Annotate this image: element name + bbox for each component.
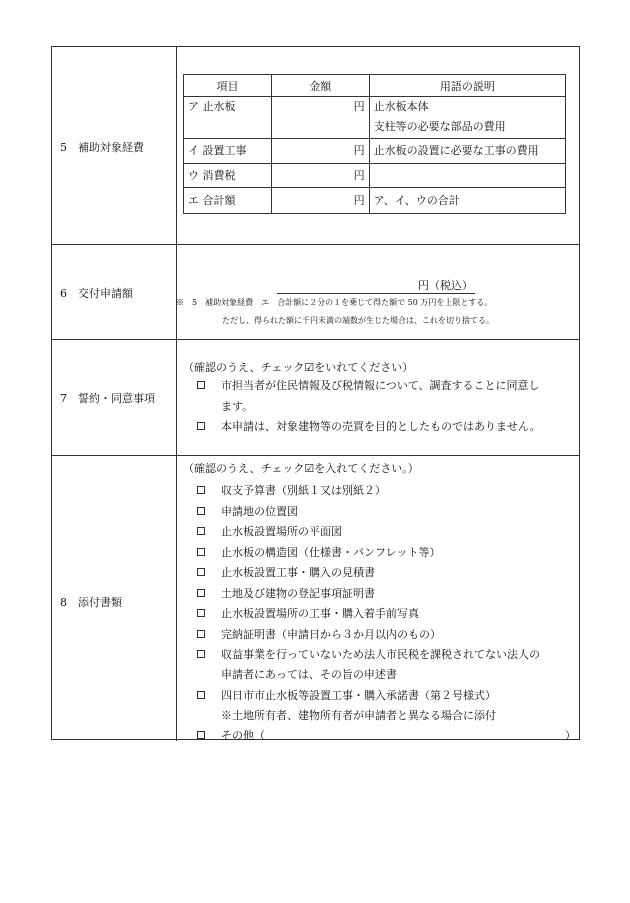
amount-cell[interactable] <box>271 164 369 188</box>
closing-paren: ） <box>565 729 576 742</box>
item-cell: ア 止水板 <box>184 97 272 139</box>
application-form-table <box>51 46 580 740</box>
attachment-label: 収益事業を行っていないため法人市民税を課税されてない法人の <box>221 648 540 661</box>
amount-note-continued: ただし、得られた額に千円未満の端数が生じた場合は、これを切り捨てる。 <box>222 316 494 325</box>
attachment-label-continued: ※土地所有者、建物所有者が申請者と異なる場合に添付 <box>221 708 496 722</box>
attachment-checkbox[interactable] <box>197 609 205 617</box>
yen-unit: 円 <box>353 193 365 207</box>
description-cell <box>369 164 565 188</box>
item-cell: エ 合計額 <box>184 188 272 214</box>
yen-unit: 円 <box>353 100 365 113</box>
yen-unit: 円 <box>353 168 365 182</box>
description-cell: ア、イ、ウの合計 <box>369 188 565 214</box>
header-item: 項目 <box>184 75 272 97</box>
attachment-checkbox[interactable] <box>197 548 205 556</box>
row-subsidy-expenses <box>52 47 579 245</box>
row-application-amount <box>52 245 579 340</box>
attachment-checkbox[interactable] <box>197 507 205 515</box>
check-instruction: （確認のうえ、チェック☑をいれてください） <box>183 361 414 374</box>
row-label: 8 添付書類 <box>60 596 122 609</box>
expense-table <box>183 74 566 214</box>
attachment-checkbox[interactable] <box>197 568 205 576</box>
attachment-checkbox[interactable] <box>197 650 205 658</box>
attachment-checkbox[interactable] <box>197 630 205 638</box>
attachment-label: 止水板設置工事・購入の見積書 <box>221 566 375 579</box>
attachment-checkbox[interactable] <box>197 731 205 739</box>
attachment-checkbox[interactable] <box>197 589 205 597</box>
attachment-checkbox[interactable] <box>197 691 205 699</box>
attachment-label: 止水板設置場所の工事・購入着手前写真 <box>221 607 419 620</box>
amount-cell[interactable] <box>271 188 369 214</box>
consent-text-continued: ます。 <box>221 400 254 413</box>
consent-text: 市担当者が住民情報及び税情報について、調査することに同意し <box>221 379 540 392</box>
row-label: 6 交付申請額 <box>60 287 133 300</box>
attachment-label: 土地及び建物の登記事項証明書 <box>221 586 375 600</box>
item-cell: イ 設置工事 <box>184 139 272 164</box>
attachment-label: 四日市市止水板等設置工事・購入承諾書（第２号様式） <box>221 688 496 702</box>
description-line: 止水板本体 <box>373 100 429 113</box>
attachment-label: 収支予算書（別紙１又は別紙２） <box>221 484 386 497</box>
amount-cell[interactable] <box>271 139 369 164</box>
row-label: 5 補助対象経費 <box>60 141 144 154</box>
amount-suffix: 円（税込） <box>418 279 473 292</box>
description-cell: 止水板の設置に必要な工事の費用 <box>369 139 565 164</box>
pledge-text: 本申請は、対象建物等の売買を目的としたものではありません。 <box>221 420 541 433</box>
description-cell <box>369 97 565 139</box>
header-amount: 金額 <box>271 75 369 97</box>
row-label: 7 誓約・同意事項 <box>60 392 155 405</box>
consent-checkbox[interactable] <box>197 381 205 389</box>
check-instruction: （確認のうえ、チェック☑を入れてください。） <box>183 462 419 475</box>
item-cell: ウ 消費税 <box>184 164 272 188</box>
row-attachments <box>52 456 579 741</box>
attachment-label: 止水板設置場所の平面図 <box>221 525 342 538</box>
attachment-checkbox[interactable] <box>197 486 205 494</box>
attachment-label: 完納証明書（申請日から３か月以内のもの） <box>221 627 441 641</box>
attachment-label: 申請地の位置図 <box>221 504 298 518</box>
other-attachment-input[interactable] <box>277 725 567 741</box>
yen-unit: 円 <box>353 144 365 157</box>
application-amount-field[interactable] <box>277 279 475 294</box>
amount-cell[interactable] <box>271 97 369 139</box>
amount-note: ※ 5 補助対象経費 エ 合計額に２分の１を乗じて得た額で 50 万円を上限とする。 <box>176 298 493 307</box>
attachment-label: 止水板の構造図（仕様書・パンフレット等） <box>221 545 441 559</box>
attachment-label-continued: 申請者にあっては、その旨の申述書 <box>221 668 397 681</box>
header-description: 用語の説明 <box>369 75 565 97</box>
pledge-checkbox[interactable] <box>197 422 205 430</box>
row-pledge-consent <box>52 340 579 456</box>
description-line: 支柱等の必要な部品の費用 <box>373 120 506 133</box>
attachment-checkbox[interactable] <box>197 527 205 535</box>
attachment-label: その他（ <box>221 729 265 742</box>
